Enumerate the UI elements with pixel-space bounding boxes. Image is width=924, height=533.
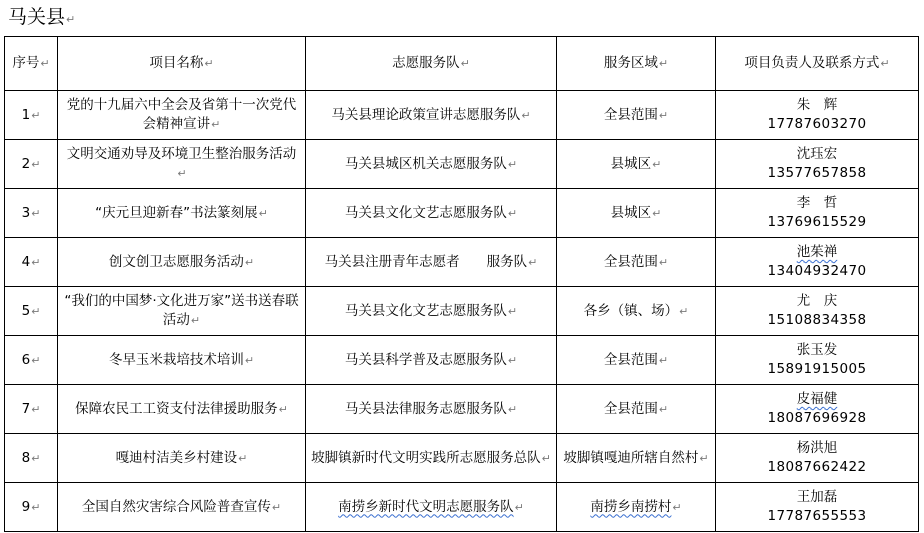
- contact-phone: 13577657858: [767, 165, 867, 181]
- cell-team: [306, 385, 557, 434]
- project-table: [4, 36, 919, 532]
- paragraph-mark-icon: ↵: [652, 206, 662, 220]
- paragraph-mark-icon: ↵: [507, 304, 518, 318]
- cell-project-name: [58, 336, 306, 385]
- table-row: [5, 91, 919, 140]
- contact-person: 朱 辉: [796, 97, 838, 113]
- cell-no: [5, 189, 58, 238]
- cell-project-name-text: “庆元旦迎新春”书法篆刻展: [95, 204, 258, 221]
- cell-team: [306, 238, 557, 287]
- cell-contact: [716, 336, 919, 385]
- cell-no: [5, 287, 58, 336]
- cell-team-text: 坡脚镇新时代文明实践所志愿服务总队: [311, 449, 541, 466]
- paragraph-mark-icon: ↵: [258, 206, 268, 220]
- cell-area-text: 县城区: [610, 204, 652, 221]
- cell-area-text: 全县范围: [603, 351, 658, 368]
- cell-team: [306, 483, 557, 532]
- cell-no: [5, 140, 58, 189]
- cell-area-text: 全县范围: [603, 253, 658, 270]
- header-cell-contact: 项目负责人及联系方式↵: [716, 37, 919, 91]
- cell-area-text: 各乡（镇、场）: [583, 302, 679, 319]
- contact-person: 杨洪旭: [796, 440, 838, 456]
- cell-area-text: 全县范围: [603, 400, 658, 417]
- table-row: [5, 434, 919, 483]
- table-row: [5, 140, 919, 189]
- paragraph-mark-icon: ↵: [190, 314, 201, 327]
- paragraph-mark-icon: ↵: [507, 353, 518, 367]
- cell-contact: [716, 189, 919, 238]
- cell-contact: [716, 287, 919, 336]
- cell-area: [557, 385, 716, 434]
- cell-team: [306, 434, 557, 483]
- paragraph-mark-icon: ↵: [658, 353, 669, 367]
- contact-phone: 18087696928: [767, 410, 867, 426]
- cell-contact: [716, 140, 919, 189]
- contact-phone: 18087662422: [767, 459, 867, 475]
- cell-project-name: [58, 434, 306, 483]
- cell-team-text: 马关县注册青年志愿者 服务队: [324, 253, 528, 270]
- paragraph-mark-icon: ↵: [31, 451, 41, 465]
- cell-no: [5, 483, 58, 532]
- cell-project-name-text: 嘎迪村洁美乡村建设: [115, 449, 238, 466]
- paragraph-mark-icon: ↵: [460, 57, 470, 70]
- paragraph-mark-icon: ↵: [658, 402, 669, 416]
- cell-team-text: 马关县文化文艺志愿服务队: [344, 204, 507, 221]
- contact-person: 王加磊: [796, 489, 838, 505]
- table-row: [5, 287, 919, 336]
- cell-area-text: 全县范围: [603, 106, 658, 123]
- cell-area-text: 坡脚镇嘎迪所辖自然村: [563, 449, 699, 466]
- cell-area-text: 县城区: [610, 155, 652, 172]
- cell-area: [557, 287, 716, 336]
- paragraph-mark-icon: ↵: [31, 353, 41, 367]
- contact-phone: 15891915005: [767, 361, 867, 377]
- table-row: [5, 189, 919, 238]
- cell-team: [306, 140, 557, 189]
- cell-no-text: 1: [21, 106, 31, 123]
- title-text: 马关县: [8, 6, 66, 28]
- contact-person: 尤 庆: [796, 293, 838, 309]
- header-cell-team: 志愿服务队↵: [306, 37, 557, 91]
- paragraph-mark-icon: ↵: [31, 255, 41, 269]
- cell-no: [5, 238, 58, 287]
- paragraph-mark-icon: ↵: [658, 255, 669, 269]
- cell-project-name: [58, 483, 306, 532]
- paragraph-mark-icon: ↵: [271, 500, 282, 514]
- paragraph-mark-icon: ↵: [31, 206, 41, 220]
- contact-phone: 13769615529: [767, 214, 867, 230]
- table-header-row: [5, 37, 919, 91]
- cell-area: [557, 140, 716, 189]
- contact-person: 张玉发: [796, 342, 838, 358]
- cell-team: [306, 336, 557, 385]
- header-cell-area: 服务区域↵: [557, 37, 716, 91]
- contact-phone: 17787603270: [767, 116, 867, 132]
- paragraph-mark-icon: ↵: [204, 57, 214, 70]
- cell-team-text: 马关县理论政策宣讲志愿服务队: [331, 106, 521, 123]
- cell-project-name-text: 党的十九届六中全会及省第十一次党代会精神宣讲: [66, 97, 297, 132]
- cell-no-text: 6: [21, 351, 31, 368]
- cell-no-text: 3: [21, 204, 31, 221]
- contact-person: 沈珏宏: [796, 146, 838, 162]
- paragraph-mark-icon: ↵: [880, 57, 890, 70]
- cell-no-text: 2: [21, 155, 31, 172]
- cell-contact: [716, 483, 919, 532]
- header-cell-no: 序号↵: [5, 37, 58, 91]
- paragraph-mark-icon: ↵: [672, 500, 682, 514]
- cell-team-text: 马关县科学普及志愿服务队: [344, 351, 507, 368]
- cell-no: [5, 385, 58, 434]
- contact-person: 皮福健: [796, 391, 838, 407]
- cell-no-text: 4: [21, 253, 31, 270]
- table-row: [5, 336, 919, 385]
- contact-person: 李 哲: [796, 195, 838, 211]
- paragraph-mark-icon: ↵: [514, 500, 524, 514]
- cell-project-name-text: 保障农民工工资支付法律援助服务: [75, 400, 278, 417]
- cell-team: [306, 189, 557, 238]
- paragraph-mark-icon: ↵: [31, 157, 41, 171]
- paragraph-mark-icon: ↵: [238, 451, 248, 465]
- paragraph-mark-icon: ↵: [31, 304, 41, 318]
- paragraph-mark-icon: ↵: [658, 57, 669, 70]
- cell-area: [557, 91, 716, 140]
- cell-team-text: 马关县法律服务志愿服务队: [344, 400, 507, 417]
- cell-project-name: [58, 91, 306, 140]
- cell-team: [306, 91, 557, 140]
- paragraph-mark-icon: ↵: [40, 57, 50, 70]
- paragraph-mark-icon: ↵: [507, 157, 518, 171]
- contact-person: 池茱禅: [796, 244, 838, 260]
- table-row: [5, 238, 919, 287]
- cell-no-text: 7: [21, 400, 31, 417]
- cell-contact: [716, 385, 919, 434]
- paragraph-mark-icon: ↵: [507, 206, 518, 220]
- cell-team-text: 南捞乡新时代文明志愿服务队: [338, 498, 514, 515]
- paragraph-mark-icon: ↵: [507, 402, 518, 416]
- paragraph-mark-icon: ↵: [177, 167, 187, 180]
- table-row: [5, 385, 919, 434]
- cell-no-text: 9: [21, 498, 31, 515]
- table-row: [5, 483, 919, 532]
- cell-project-name: [58, 238, 306, 287]
- cell-project-name: [58, 385, 306, 434]
- cell-project-name: [58, 140, 306, 189]
- paragraph-mark-icon: ↵: [541, 451, 551, 465]
- cell-team-text: 马关县城区机关志愿服务队: [344, 155, 507, 172]
- cell-area: [557, 434, 716, 483]
- cell-contact: [716, 238, 919, 287]
- paragraph-mark-icon: ↵: [211, 118, 221, 131]
- cell-area: [557, 238, 716, 287]
- cell-project-name: [58, 287, 306, 336]
- cell-no: [5, 336, 58, 385]
- paragraph-mark-icon: ↵: [31, 108, 41, 122]
- cell-contact: [716, 91, 919, 140]
- cell-contact: [716, 434, 919, 483]
- cell-no: [5, 434, 58, 483]
- contact-phone: 17787655553: [767, 508, 867, 524]
- cell-area-text: 南捞乡南捞村: [590, 498, 672, 515]
- header-cell-name: 项目名称↵: [58, 37, 306, 91]
- cell-no-text: 8: [21, 449, 31, 466]
- paragraph-mark-icon: ↵: [66, 13, 76, 26]
- cell-no: [5, 91, 58, 140]
- paragraph-mark-icon: ↵: [652, 157, 662, 171]
- paragraph-mark-icon: ↵: [521, 108, 531, 122]
- contact-phone: 15108834358: [767, 312, 867, 328]
- cell-project-name-text: 全国自然灾害综合风险普查宣传: [81, 498, 271, 515]
- cell-project-name-text: 创文创卫志愿服务活动: [108, 253, 244, 270]
- cell-project-name-text: 文明交通劝导及环境卫生整治服务活动: [66, 146, 297, 162]
- cell-area: [557, 336, 716, 385]
- paragraph-mark-icon: ↵: [278, 402, 288, 416]
- cell-project-name-text: “我们的中国梦·文化进万家”送书送春联活动: [64, 293, 299, 328]
- contact-phone: 13404932470: [767, 263, 867, 279]
- cell-project-name-text: 冬早玉米栽培技术培训: [108, 351, 244, 368]
- cell-area: [557, 483, 716, 532]
- paragraph-mark-icon: ↵: [679, 304, 689, 318]
- paragraph-mark-icon: ↵: [31, 402, 41, 416]
- page-title: [8, 4, 75, 33]
- paragraph-mark-icon: ↵: [244, 255, 255, 269]
- paragraph-mark-icon: ↵: [699, 451, 709, 465]
- paragraph-mark-icon: ↵: [658, 108, 669, 122]
- cell-area: [557, 189, 716, 238]
- cell-no-text: 5: [21, 302, 31, 319]
- paragraph-mark-icon: ↵: [528, 255, 538, 269]
- paragraph-mark-icon: ↵: [31, 500, 41, 514]
- cell-team: [306, 287, 557, 336]
- paragraph-mark-icon: ↵: [244, 353, 255, 367]
- cell-project-name: [58, 189, 306, 238]
- cell-team-text: 马关县文化文艺志愿服务队: [344, 302, 507, 319]
